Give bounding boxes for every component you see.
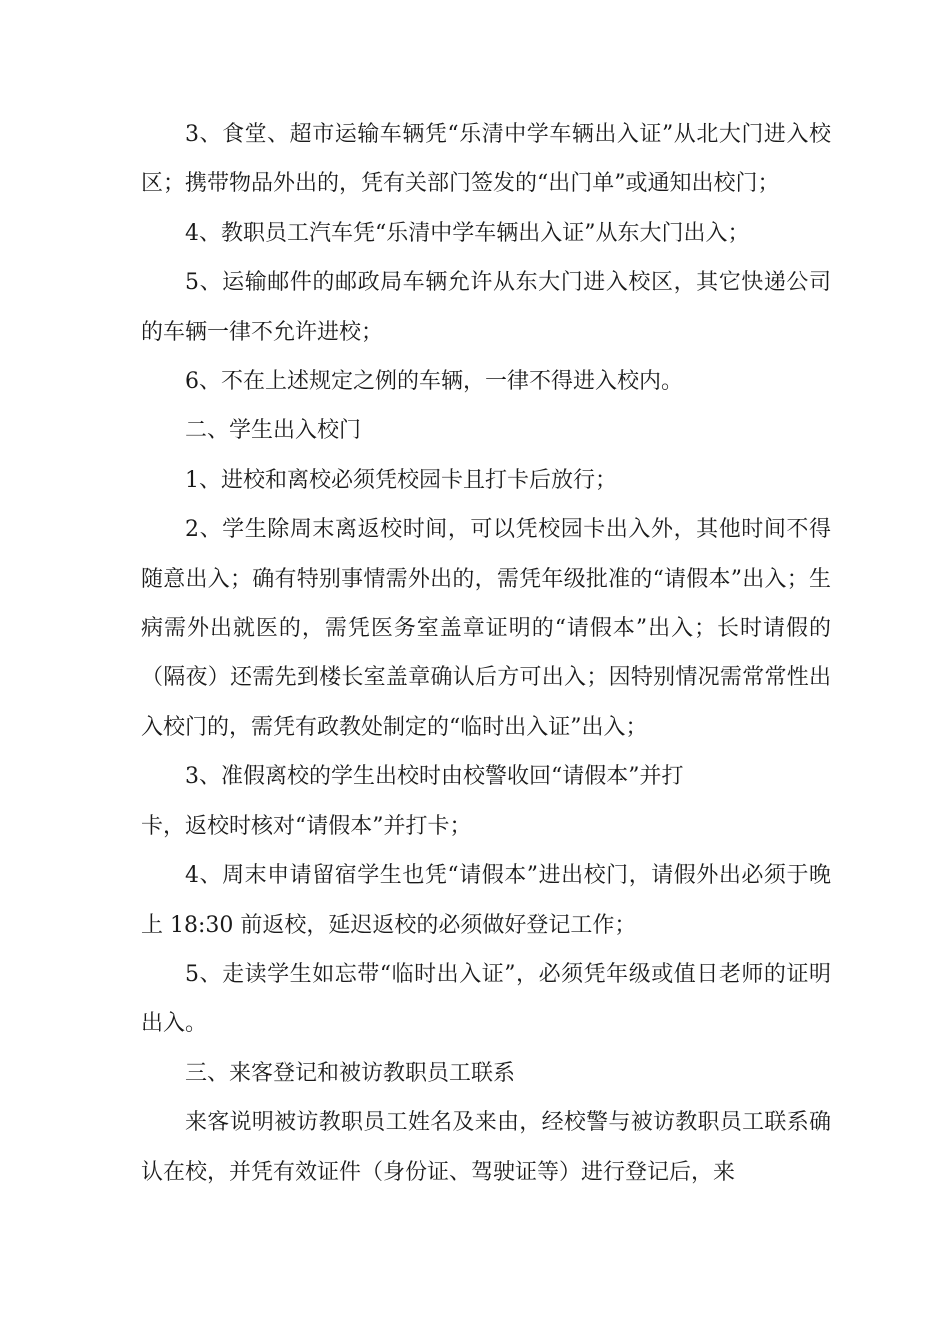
- paragraph-leave-return-part2: 卡，返校时核对“请假本”并打卡；: [141, 813, 472, 839]
- paragraph-weekend-stay: 4、周末申请留宿学生也凭“请假本”进出校门，请假外出必须于晚上 18:30 前返校，延迟返校的必须做好登记工作；: [141, 863, 831, 938]
- paragraph-day-students: 5、走读学生如忘带“临时出入证”，必须凭年级或值日老师的证明出入。: [141, 961, 831, 1037]
- paragraph-campus-card: 1、进校和离校必须凭校园卡且打卡后放行；: [185, 467, 617, 493]
- paragraph-vehicle-canteen: 3、食堂、超市运输车辆凭“乐清中学车辆出入证”从北大门进入校区；携带物品外出的，凭有关部门签发的“出门单”或通知出校门；: [141, 122, 831, 197]
- paragraph-visitor-registration: 来客说明被访教职员工姓名及来由，经校警与被访教职员工联系确认在校，并凭有效证件（身份证、驾驶证等）进行登记后，来: [141, 1110, 831, 1185]
- document-body: [141, 110, 831, 1197]
- paragraph-leave-return-part1: 3、准假离校的学生出校时由校警收回“请假本”并打: [185, 764, 684, 790]
- paragraph-leave-rules: 2、学生除周末离返校时间，可以凭校园卡出入外，其他时间不得随意出入；确有特别事情需外出的，需凭年级批准的“请假本”出入；生病需外出就医的，需凭医务室盖章证明的“请假本”出入；长时请假的（隔夜）还需先到楼长室盖章确认后方可出入；因特别情况需常常性出入校门的，需凭有政教处制定的“临时出入证”出入；: [141, 517, 831, 740]
- paragraph-postal-vehicles: 5、运输邮件的邮政局车辆允许从东大门进入校区，其它快递公司的车辆一律不允许进校；: [141, 270, 831, 345]
- section-heading-visitors: 三、来客登记和被访教职员工联系: [185, 1060, 516, 1086]
- paragraph-staff-cars: 4、教职员工汽车凭“乐清中学车辆出入证”从东大门出入；: [185, 220, 750, 246]
- paragraph-other-vehicles: 6、不在上述规定之例的车辆，一律不得进入校内。: [185, 369, 683, 395]
- section-heading-students: 二、学生出入校门: [185, 418, 362, 444]
